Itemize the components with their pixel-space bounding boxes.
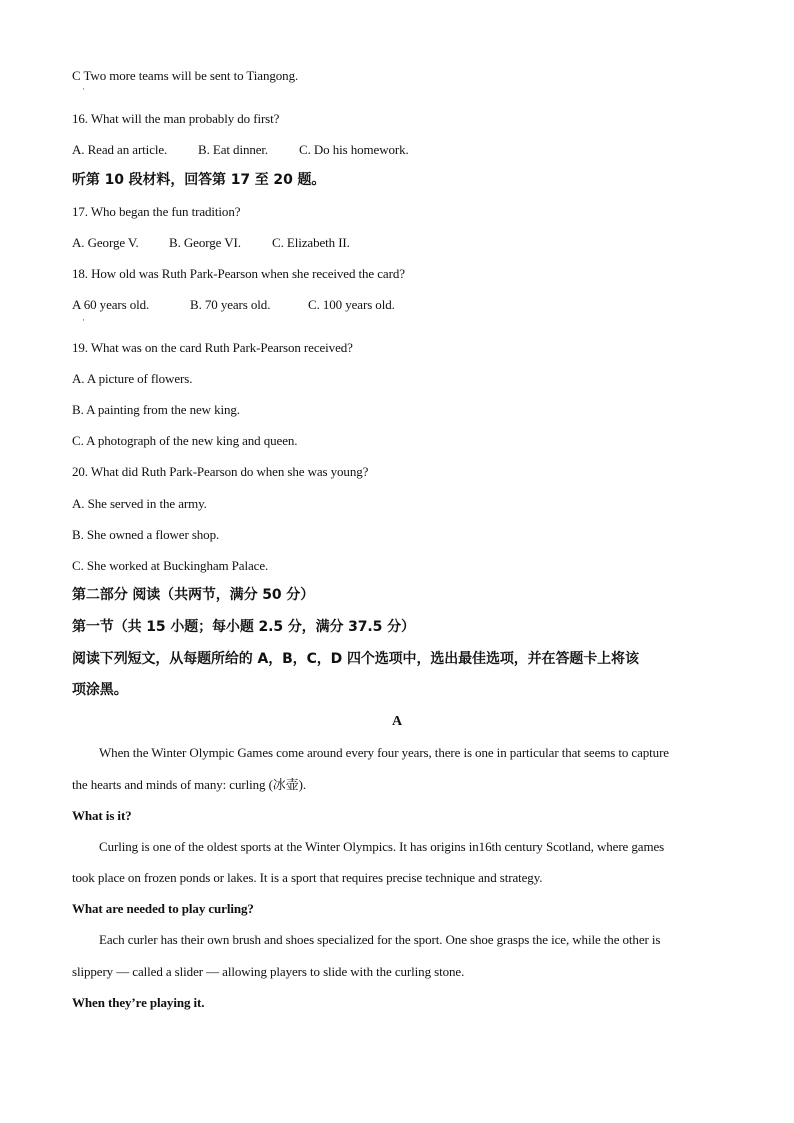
instructions-line-1: 阅读下列短文，从每题所给的 A，B，C，D 四个选项中，选出最佳选项，并在答题卡上将该 [72,651,639,667]
passage-letter: A [391,714,402,729]
paragraph-1-line-2: the hearts and minds of many: curling (冰壶). [72,777,306,792]
q18-options [72,296,395,314]
q16-option-a: A. Read an article. [72,142,168,157]
subheading-equipment: What are needed to play curling? [72,901,254,916]
q18-option-b: B. 70 years old. [190,297,271,312]
option-dot-mark: · [82,315,85,325]
q17-option-b: B. George VI. [169,235,241,250]
q17-options [72,234,350,252]
instructions-line-2: 项涂黑。 [72,682,128,698]
paragraph-3-line-2: slippery — called a slider — allowing players to slide with the curling stone. [72,964,465,979]
q19-option-b: B. A painting from the new king. [72,402,240,417]
subheading-what-is-it: What is it? [72,808,132,823]
subheading-when-playing: When they’re playing it. [72,995,205,1010]
option-dot-mark: · [82,84,85,94]
paragraph-2-line-1: Curling is one of the oldest sports at the Winter Olympics. It has origins in16th century Scotland, where games [99,839,665,854]
paragraph-1-line-1: When the Winter Olympic Games come around every four years, there is one in particular that seems to capture [99,745,669,760]
q19-option-c: C. A photograph of the new king and queen. [72,433,298,448]
part-2-heading: 第二部分 阅读（共两节，满分 50 分） [72,587,315,603]
section-1-heading: 第一节（共 15 小题；每小题 2.5 分，满分 37.5 分） [72,619,415,635]
q20-option-a: A. She served in the army. [72,496,207,511]
q18-option-c: C. 100 years old. [308,297,395,312]
q16-options [72,141,409,159]
q17-option-c: C. Elizabeth II. [272,235,350,250]
q17-option-a: A. George V. [72,235,139,250]
q20-option-c: C. She worked at Buckingham Palace. [72,558,269,573]
q18-option-a: A 60 years old. [72,297,150,312]
q16-option-b: B. Eat dinner. [198,142,269,157]
question-16: 16. What will the man probably do first? [72,111,280,126]
paragraph-2-line-2: took place on frozen ponds or lakes. It is a sport that requires precise technique and strategy. [72,870,543,885]
question-19: 19. What was on the card Ruth Park-Pearson received? [72,340,353,355]
question-20: 20. What did Ruth Park-Pearson do when she was young? [72,464,369,479]
q15-option-c: C Two more teams will be sent to Tiangong. [72,68,299,83]
question-17: 17. Who began the fun tradition? [72,204,241,219]
q16-option-c: C. Do his homework. [299,142,409,157]
section-10-heading: 听第 10 段材料，回答第 17 至 20 题。 [72,172,326,188]
q20-option-b: B. She owned a flower shop. [72,527,220,542]
paragraph-3-line-1: Each curler has their own brush and shoes specialized for the sport. One shoe grasps the ice, while the other is [99,932,661,947]
q19-option-a: A. A picture of flowers. [72,371,193,386]
question-18: 18. How old was Ruth Park-Pearson when she received the card? [72,266,405,281]
